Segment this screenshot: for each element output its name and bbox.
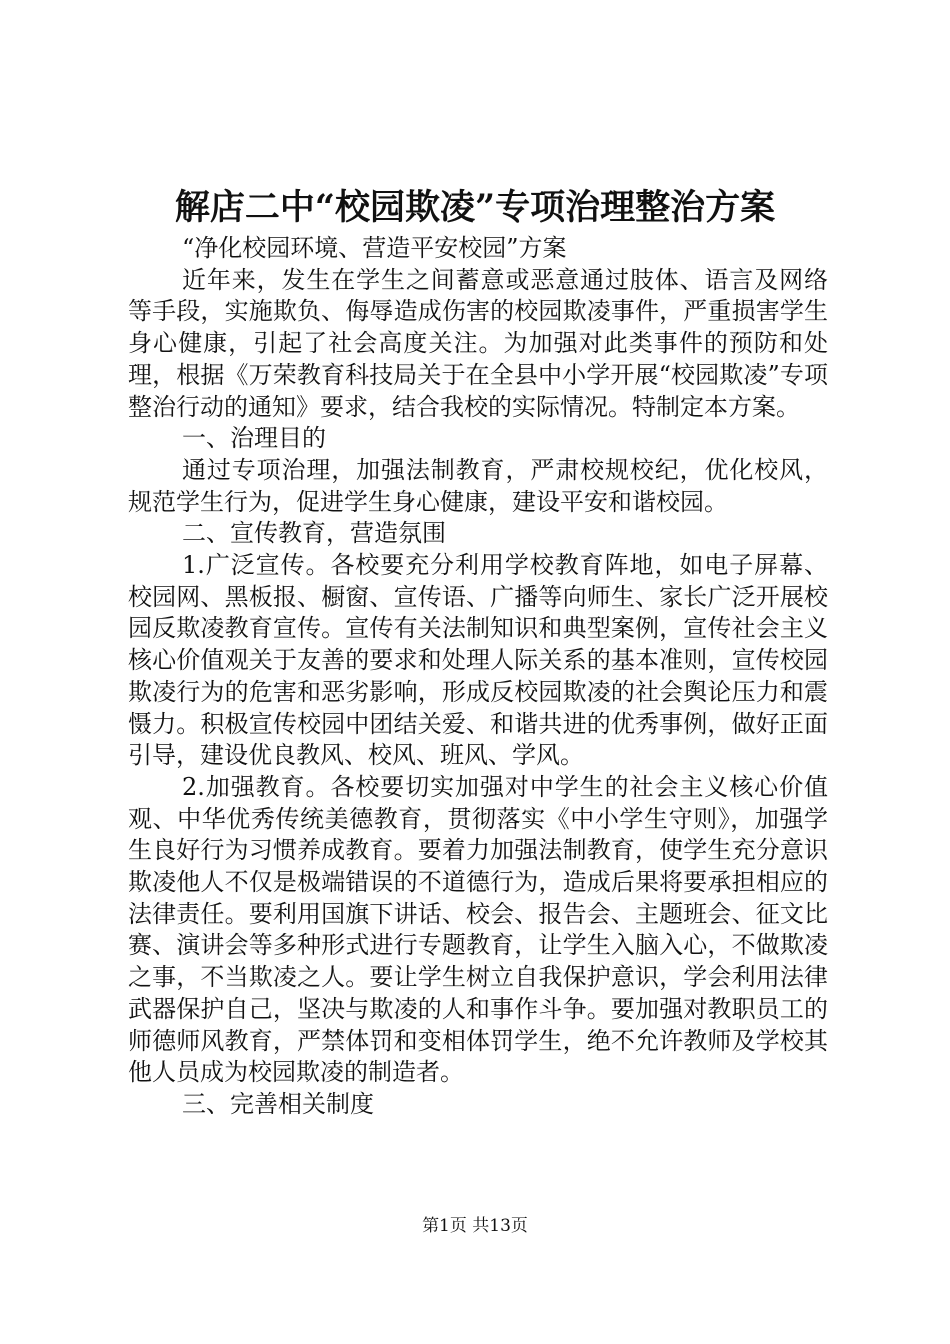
document-body [128,233,828,1121]
section-2-item-2-paragraph: 2.加强教育。各校要切实加强对中学生的社会主义核心价值观、中华优秀传统美德教育，贯彻落实《中小学生守则》，加强学生良好行为习惯养成教育。要着力加强法制教育，使学生充分意识欺凌他人不仅是极端错误的不道德行为，造成后果将要承担相应的法律责任。要利用国旗下讲话、校会、报告会、主题班会、征文比赛、演讲会等多种形式进行专题教育，让学生入脑入心，不做欺凌之事，不当欺凌之人。要让学生树立自我保护意识，学会利用法律武器保护自己，坚决与欺凌的人和事作斗争。要加强对教职员工的师德师风教育，严禁体罚和变相体罚学生，绝不允许教师及学校其他人员成为校园欺凌的制造者。 [128,772,828,1087]
section-heading-2: 二、宣传教育，营造氛围 [182,519,446,548]
intro-paragraph: 近年来，发生在学生之间蓄意或恶意通过肢体、语言及网络等手段，实施欺负、侮辱造成伤害的校园欺凌事件，严重损害学生身心健康，引起了社会高度关注。为加强对此类事件的预防和处理，根据《万荣教育科技局关于在全县中小学开展“校园欺凌”专项整治行动的通知》要求，结合我校的实际情况。特制定本方案。 [128,265,828,421]
page-indicator: 第1页 共13页 [422,1216,528,1236]
section-heading-3: 三、完善相关制度 [182,1089,374,1118]
document-title: 解店二中“校园欺凌”专项治理整治方案 [174,187,776,228]
section-heading-1: 一、治理目的 [182,424,326,453]
section-2-item-1-paragraph: 1.广泛宣传。各校要充分利用学校教育阵地，如电子屏幕、校园网、黑板报、橱窗、宣传语、广播等向师生、家长广泛开展校园反欺凌教育宣传。宣传有关法制知识和典型案例，宣传社会主义核心价值观关于友善的要求和处理人际关系的基本准则，宣传校园欺凌行为的危害和恶劣影响，形成反校园欺凌的社会舆论压力和震慑力。积极宣传校园中团结关爱、和谐共进的优秀事例，做好正面引导，建设优良教风、校风、班风、学风。 [128,551,828,770]
subtitle-paragraph: “净化校园环境、营造平安校园”方案 [182,234,567,262]
section-1-paragraph: 通过专项治理，加强法制教育，严肃校规校纪，优化校风，规范学生行为，促进学生身心健康，建设平安和谐校园。 [128,455,828,516]
